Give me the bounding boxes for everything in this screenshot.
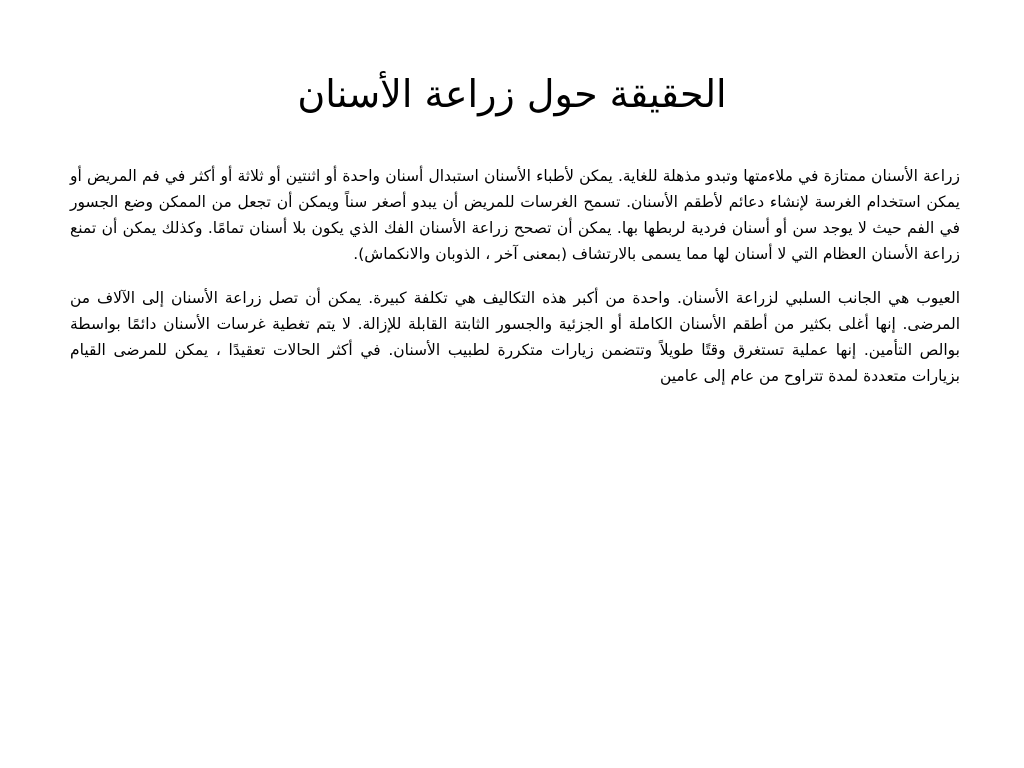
body-paragraph-drawbacks: العيوب هي الجانب السلبي لزراعة الأسنان. واحدة من أكبر هذه التكاليف هي تكلفة كبيرة. يمكن أن تصل زراعة الأسنان إلى الآلاف من المرضى. إنها أغلى بكثير من أطقم الأسنان الكاملة أو الجزئية والجسور الثابتة القابلة للإزالة. لا يتم تغطية غرسات الأسنان دائمًا بواسطة بوالص التأمين. إنها عملية تستغرق وقتًا طويلاً وتتضمن زيارات متكررة لطبيب الأسنان. في أكثر الحالات تعقيدًا ، يمكن للمرضى القيام بزيارات متعددة لمدة تتراوح من عام إلى عامين <box>70 289 960 385</box>
slide-title: الحقيقة حول زراعة الأسنان <box>297 72 727 116</box>
slide-body <box>70 163 960 407</box>
body-paragraph-benefits: زراعة الأسنان ممتازة في ملاءمتها وتبدو مذهلة للغاية. يمكن لأطباء الأسنان استبدال أسنان واحدة أو اثنتين أو ثلاثة أو أكثر في فم المريض أو يمكن استخدام الغرسة لإنشاء دعائم لأطقم الأسنان. تسمح الغرسات للمريض أن يبدو أصغر سناً ويمكن أن تجعل من الممكن وضع الجسور في الفم حيث لا يوجد سن أو أسنان فردية لربطها بها. يمكن أن تصحح زراعة الأسنان الفك الذي يكون بلا أسنان تمامًا. وكذلك يمكن أن تمنع زراعة الأسنان العظام التي لا أسنان لها مما يسمى بالارتشاف (بمعنى آخر ، الذوبان والانكماش). <box>70 167 960 263</box>
